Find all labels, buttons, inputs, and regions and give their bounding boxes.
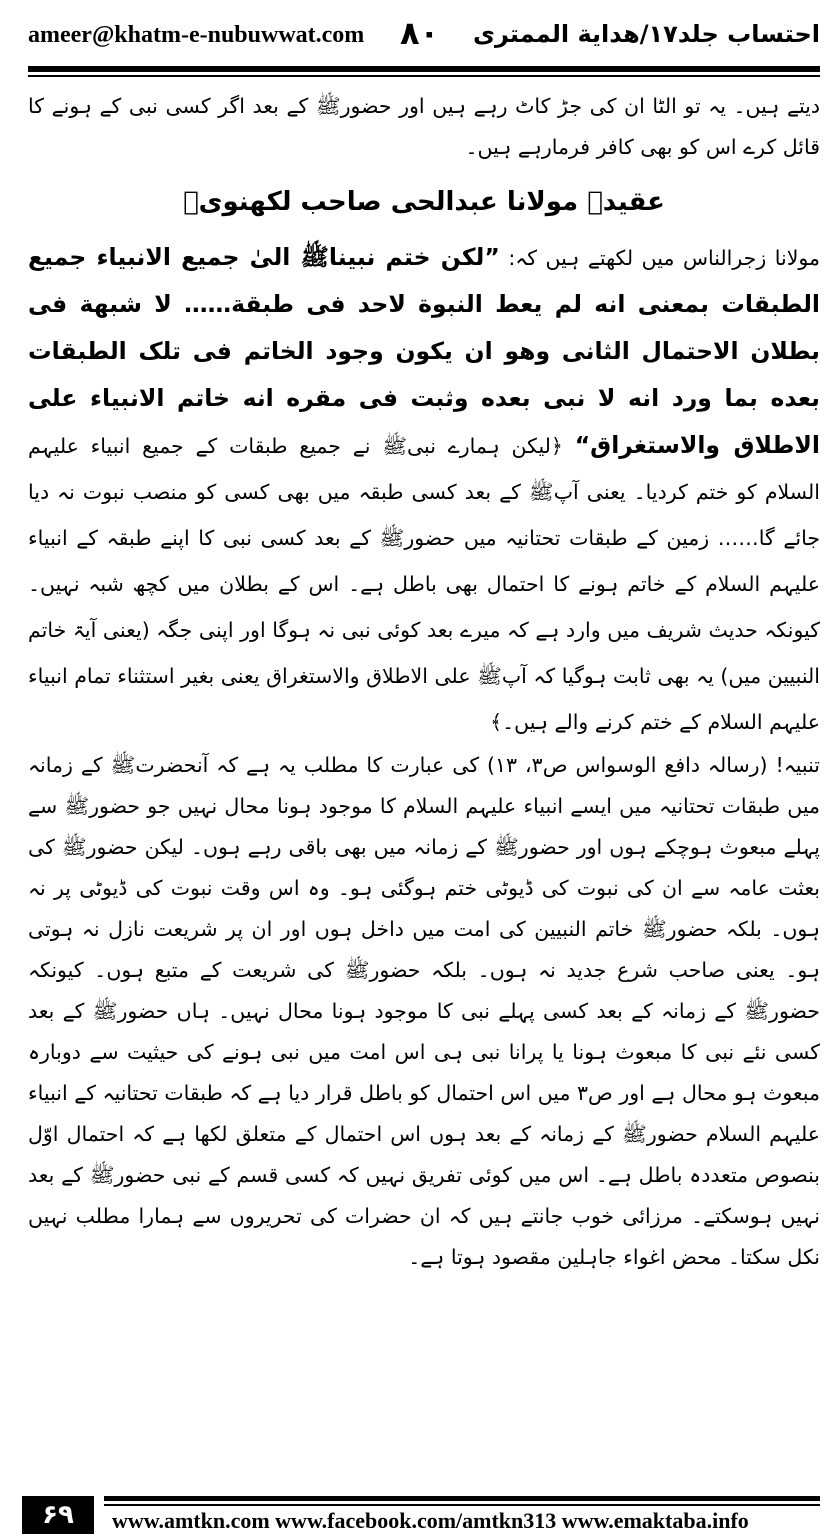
footer-urls: www.amtkn.com www.facebook.com/amtkn313 www.emaktaba.info: [112, 1508, 749, 1533]
page-footer: [0, 1496, 840, 1536]
paragraph-tanbih: تنبیہ! (رسالہ دافع الوسواس ص۳، ۱۳) کی عبارت کا مطلب یہ ہے کہ آنحضرتﷺ کے زمانہ میں طبقات تحتانیہ میں ایسے انبیاء علیہم السلام کا موجود ہونا محال نہیں جو حضورﷺ سے پہلے مبعوث ہوچکے ہوں اور حضورﷺ کے زمانہ میں بھی باقی رہے ہوں۔ لیکن حضورﷺ کی بعثت عامہ سے ان کی نبوت کی ڈیوٹی ختم ہوگئی ہو۔ وہ اس وقت نبوت کی ڈیوٹی پر نہ ہوں۔ بلکہ حضورﷺ خاتم النبیین کی امت میں داخل ہوں اور ان پر شریعت نازل نہ ہوتی ہو۔ یعنی صاحب شرع جدید نہ ہوں۔ بلکہ حضورﷺ کی شریعت کے متبع ہوں۔ کیونکہ حضورﷺ کے زمانہ کے بعد کسی پہلے نبی کا موجود ہونا محال نہیں۔ ہاں حضورﷺ کے بعد کسی نئے نبی کا مبعوث ہونا یا پرانا نبی ہی اس امت میں نبی ہونے کی حیثیت سے دوبارہ مبعوث ہو محال ہے اور ص۳ میں اس احتمال کو باطل قرار دیا ہے کہ طبقات تحتانیہ کے انبیاء علیہم السلام حضورﷺ کے زمانہ کے بعد ہوں اس احتمال کے متعلق لکھا ہے کہ احتمال اوّل بنصوص متعددہ باطل ہے۔ اس میں کوئی تفریق نہیں کہ کسی قسم کے نبی حضورﷺ کے بعد نہیں ہوسکتے۔ مرزائی خوب جانتے ہیں کہ ان حضرات کی تحریروں سے ہمارا مطلب نہیں نکل سکتا۔ محض اغواء جاہلین مقصود ہوتا ہے۔: [28, 753, 820, 1269]
arabic-quote-block: [28, 234, 820, 745]
header-book-title: احتساب جلد۱۷/هدایة الممتری: [472, 20, 820, 48]
arabic-quote: ”لکن ختم نبیناﷺ الیٰ جمیع الانبیاء جمیع الطبقات بمعنی انه لم یعط النبوة لاحد فی طبقة…… لا شبهة فی بطلان الاحتمال الثانی وهو ان یکون وجود الخاتم فی تلک الطبقات بعده بما ورد انه لا نبی بعده وثبت فی مقره انه خاتم الانبیاء علی الاطلاق والاستغراق“: [28, 243, 820, 459]
header-page-number: ۸۰: [400, 14, 440, 52]
header-email: ameer@khatm-e-nubuwwat.com: [28, 22, 365, 48]
page-header: [28, 14, 820, 64]
page-body: [28, 86, 820, 1278]
footer-rule-thick: [104, 1496, 820, 1501]
urdu-translation: ﴿لیکن ہمارے نبیﷺ نے جمیع طبقات کے جمیع انبیاء علیہم السلام کو ختم کردیا۔ یعنی آپﷺ کے بعد کسی طبقہ میں بھی کسی کو منصب نبوت نہ دیا جائے گا…… زمین کے طبقات تحتانیہ میں حضورﷺ کے بعد کسی نبی کا اپنے طبقہ کے انبیاء علیہم السلام کے خاتم ہونے کا احتمال بھی باطل ہے۔ اس کے بطلان میں کچھ شبہ نہیں۔ کیونکہ حدیث شریف میں وارد ہے کہ میرے بعد کوئی نبی نہ ہوگا اور اپنی جگہ (یعنی آیۃ خاتم النبیین میں) یہ بھی ثابت ہوگیا کہ آپﷺ علی الاطلاق والاستغراق یعنی بغیر استثناء تمام انبیاء علیہم السلام کے ختم کرنے والے ہیں۔﴾: [28, 434, 820, 734]
footer-rule-thin: [104, 1504, 820, 1506]
header-rule-thick: [28, 66, 820, 72]
footer-page-number: ۶۹: [22, 1496, 94, 1534]
paragraph-opening: دیتے ہیں۔ یہ تو الٹا ان کی جڑ کاٹ رہے ہیں اور حضورﷺ کے بعد اگر کسی نبی کے ہونے کا قائل کرے اس کو بھی کافر فرمارہے ہیں۔: [28, 94, 820, 159]
section-heading: عقیدہ مولانا عبدالحی صاحب لکھنویؒ: [183, 187, 665, 217]
quote-intro: مولانا زجرالناس میں لکھتے ہیں کہ:: [508, 246, 820, 270]
header-rule-thin: [28, 75, 820, 77]
